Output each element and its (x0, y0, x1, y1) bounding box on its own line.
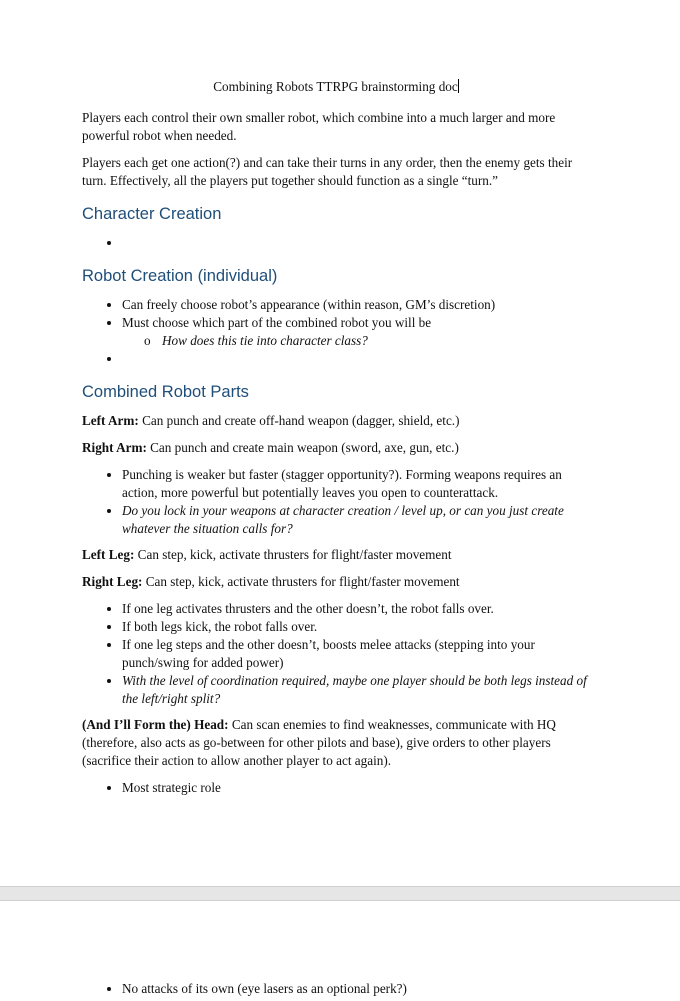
intro-paragraph-1[interactable]: Players each control their own smaller robot, which combine into a much larger and more powerful robot when needed. (82, 110, 556, 143)
document-title[interactable]: Combining Robots TTRPG brainstorming doc (213, 79, 458, 94)
list-item[interactable]: • No attacks of its own (eye lasers as an optional perk?) (122, 980, 590, 998)
leg-notes-list (82, 600, 590, 708)
list-item[interactable]: • Punching is weaker but faster (stagger opportunity?). Forming weapons requires an action, more powerful but potentially leaves you open to counterattack. (122, 466, 590, 502)
right-arm-paragraph[interactable]: Right Arm: Can punch and create main weapon (sword, axe, gun, etc.) (82, 440, 459, 455)
arm-notes-list (82, 466, 590, 538)
list-item[interactable]: • If both legs kick, the robot falls over. (122, 618, 590, 636)
page-content (82, 78, 590, 805)
left-arm-paragraph[interactable]: Left Arm: Can punch and create off-hand weapon (dagger, shield, etc.) (82, 413, 460, 428)
head-label: (And I’ll Form the) Head: (82, 717, 229, 732)
left-arm-label: Left Arm: (82, 413, 139, 428)
sub-list-item[interactable]: o How does this tie into character class? (162, 332, 590, 350)
sub-list (122, 332, 590, 350)
heading-combined-robot-parts[interactable]: Combined Robot Parts (82, 383, 249, 401)
right-leg-paragraph[interactable]: Right Leg: Can step, kick, activate thrusters for flight/faster movement (82, 574, 460, 589)
heading-character-creation[interactable]: Character Creation (82, 205, 222, 223)
left-leg-label: Left Leg: (82, 547, 135, 562)
character-creation-list (82, 234, 590, 252)
heading-robot-creation[interactable]: Robot Creation (individual) (82, 267, 278, 285)
head-paragraph[interactable]: (And I’ll Form the) Head: Can scan enemies to find weaknesses, communicate with HQ (therefore, also acts as go-between for other pilots and base), give orders to other players (sacrifice their action to allow another player to act again). (82, 717, 556, 768)
document-page-2 (0, 900, 680, 1001)
right-arm-label: Right Arm: (82, 440, 147, 455)
left-leg-paragraph[interactable]: Left Leg: Can step, kick, activate thrusters for flight/faster movement (82, 547, 452, 562)
intro-paragraph-2[interactable]: Players each get one action(?) and can take their turns in any order, then the enemy gets their turn. Effectively, all the players put together should function as a single “turn.” (82, 155, 573, 188)
list-item[interactable]: • If one leg activates thrusters and the other doesn’t, the robot falls over. (122, 600, 590, 618)
head-notes-list (82, 779, 590, 797)
list-item[interactable]: • Must choose which part of the combined robot you will be o How does this tie into character class? (122, 314, 590, 350)
list-item[interactable]: • Can freely choose robot’s appearance (within reason, GM’s discretion) (122, 296, 590, 314)
text-cursor (458, 79, 459, 93)
right-leg-label: Right Leg: (82, 574, 143, 589)
list-item[interactable]: • If one leg steps and the other doesn’t, boosts melee attacks (stepping into your punch/swing for added power) (122, 636, 590, 672)
head-notes-list-continued (82, 980, 590, 998)
empty-bullet[interactable] (122, 234, 590, 252)
list-item[interactable]: • With the level of coordination required, maybe one player should be both legs instead of the left/right split? (122, 672, 590, 708)
empty-bullet[interactable] (122, 350, 590, 368)
list-item[interactable]: • Most strategic role (122, 779, 590, 797)
robot-creation-list (82, 296, 590, 368)
list-item[interactable]: • Do you lock in your weapons at character creation / level up, or can you just create whatever the situation calls for? (122, 502, 590, 538)
page-content (82, 980, 590, 998)
